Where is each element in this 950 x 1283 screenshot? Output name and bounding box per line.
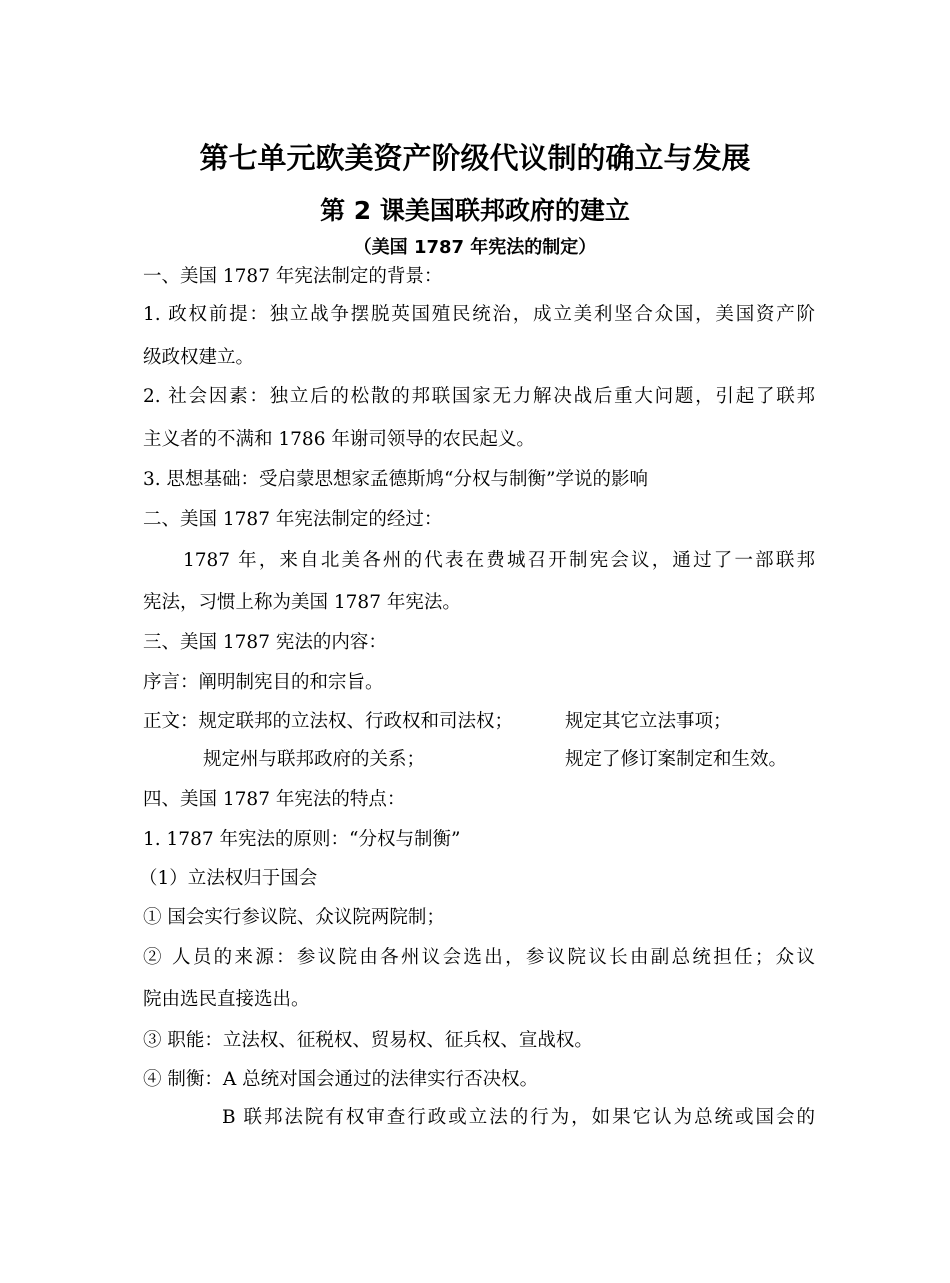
content-body-4: 规定了修订案制定和生效。 [565,749,788,770]
lesson-title: 第 2 课美国联邦政府的建立 [320,196,630,225]
background-point-1: 1. 政权前提：独立战争摆脱英国殖民统治，成立美利坚合众国，美国资产阶 [143,304,815,325]
process-paragraph: 1787 年，来自北美各州的代表在费城召开制宪会议，通过了一部联邦 [183,550,815,571]
unit-title: 第七单元欧美资产阶级代议制的确立与发展 [199,141,751,175]
legislative-item-4: ④ 制衡：A 总统对国会通过的法律实行否决权。 [143,1069,539,1090]
content-body-1: 正文：规定联邦的立法权、行政权和司法权； [143,711,514,732]
legislative-item-2: ② 人员的来源：参议院由各州议会选出，参议院议长由副总统担任；众议 [143,947,815,968]
section-heading-background: 一、美国 1787 年宪法制定的背景： [143,266,443,287]
feature-principle: 1. 1787 年宪法的原则：“分权与制衡” [143,829,461,850]
section-heading-process: 二、美国 1787 年宪法制定的经过： [143,509,443,530]
process-paragraph-cont: 宪法，习惯上称为美国 1787 年宪法。 [143,592,461,613]
content-preamble: 序言：阐明制宪目的和宗旨。 [143,672,384,693]
background-point-2: 2. 社会因素：独立后的松散的邦联国家无力解决战后重大问题，引起了联邦 [143,386,815,407]
section-heading-content: 三、美国 1787 宪法的内容： [143,632,387,653]
lesson-subtitle: （美国 1787 年宪法的制定） [353,237,597,258]
section-heading-features: 四、美国 1787 年宪法的特点： [143,789,406,810]
feature-legislative: （1）立法权归于国会 [139,868,318,889]
content-body-2: 规定其它立法事项； [565,711,732,732]
background-point-3: 3. 思想基础：受启蒙思想家孟德斯鸠“分权与制衡”学说的影响 [143,469,648,490]
legislative-item-3: ③ 职能：立法权、征税权、贸易权、征兵权、宣战权。 [143,1030,593,1051]
background-point-1-cont: 级政权建立。 [143,347,255,368]
legislative-item-4-b: B 联邦法院有权审查行政或立法的行为，如果它认为总统或国会的 [222,1107,815,1128]
legislative-item-2-cont: 院由选民直接选出。 [143,989,310,1010]
background-point-2-cont: 主义者的不满和 1786 年谢司领导的农民起义。 [143,429,535,450]
content-body-3: 规定州与联邦政府的关系； [203,749,426,770]
legislative-item-1: ① 国会实行参议院、众议院两院制； [143,907,445,928]
